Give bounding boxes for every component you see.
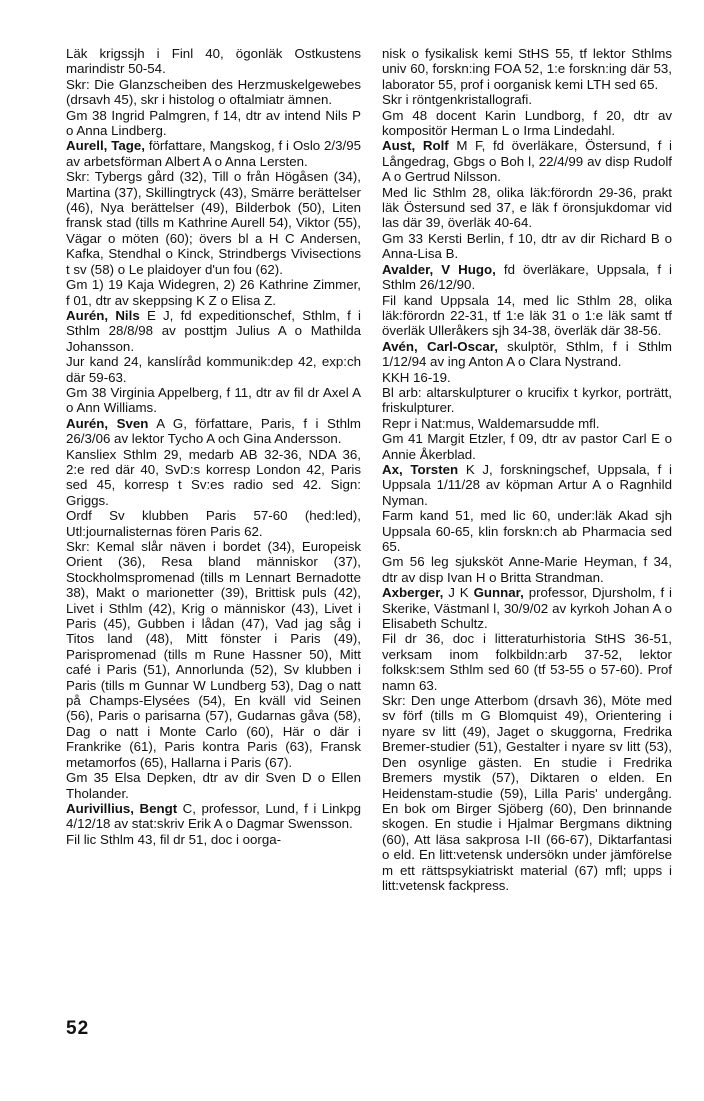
paragraph: Med lic Sthlm 28, olika läk:förordn 29-36, prakt läk Östersund sed 37, e läk f öronsjukdomar vid las där 39, överläk 40-64. [382, 184, 672, 231]
paragraph: Fil kand Uppsala 14, med lic Sthlm 28, olika läk:förordn 22-31, tf 1:e läk 31 o 1:e läk samt tf överläk Ulleråkers sjh 34-38, överläk där 38-56. [382, 292, 672, 339]
entry-text: C, professor, Lund, f i Linkpg 4/12/18 av stat:skriv Erik A o Dagmar Swensson. [66, 800, 361, 832]
paragraph: Skr: Tybergs gård (32), Till o från Högåsen (34), Martina (37), Skillingtryck (43), Smärre berättelser (46), Nya berättelser (49), Bilderbok (50), Liten fransk stad (tills m Kathrine Aurell 54), Viktor (55), Vägar o möten (60); övers bl a H C Andersen, Kafka, Stendhal o Kinck, Strindbergs Vivisections t sv (58) o Le plaidoyer d'un fou (62). [66, 169, 361, 277]
paragraph: Farm kand 51, med lic 60, under:läk Akad sjh Uppsala 60-65, klin forskn:ch ab Pharmacia sed 65. [382, 508, 672, 554]
paragraph: Läk krigssjh i Finl 40, ögonläk Ostkustens marindistr 50-54. [66, 46, 361, 77]
paragraph: Skr: Die Glanzscheiben des Herzmuskelgewebes (drsavh 45), skr i histolog o oftalmiatr ämnen. [66, 76, 361, 108]
entry-text: professor, Djursholm, f i Skerike, Västmanl l, 30/9/02 av kyrkoh Johan A o Elisabeth Schultz. [382, 585, 672, 632]
paragraph: Fil lic Sthlm 43, fil dr 51, doc i oorga- [66, 831, 282, 847]
paragraph: Kansliex Sthlm 29, medarb AB 32-36, NDA 36, 2:e red där 40, SvD:s korresp London 42, Paris sed 45, korresp t Sv:es radio sed 42. Sign: Griggs. [66, 446, 361, 508]
entry-ax-torsten [382, 462, 672, 508]
entry-name: Gunnar, [473, 585, 524, 601]
entry-auren-nils [66, 308, 361, 354]
entry-name: Avalder, V Hugo, [382, 261, 496, 277]
paragraph: Fil dr 36, doc i litteraturhistoria StHS 36-51, verksam inom folkbildn:arb 37-52, lektor folksk:sem Sthlm sed 60 (tf 53-55 o 57-60). Prof namn 63. [382, 631, 672, 693]
entry-aust-rolf [382, 138, 672, 184]
paragraph: Repr i Nat:mus, Waldemarsudde mfl. [382, 415, 600, 431]
paragraph: Gm 1) 19 Kaja Widegren, 2) 26 Kathrine Zimmer, f 01, dtr av skeppsing K Z o Elisa Z. [66, 277, 361, 308]
page-number: 52 [66, 1018, 90, 1039]
entry-auren-sven [66, 416, 361, 447]
paragraph: Skr: Kemal slår näven i bordet (34), Europeisk Orient (36), Resa bland människor (37), Stockholmspromenad (tills m Lennart Bernadotte 38), Makt o marionetter (39), Brittisk puls (42), Livet i Sthlm (42), Krig o människor (43), Livet i Paris (45), Gubben i lådan (47), Vad jag såg i Titos land (48), Mitt fönster i Paris (49), Parispromenad (tills m Rune Hassner 50), Mitt café i Paris (51), Annorlunda (52), Sv klubben i Paris (tills m Gunnar W Lundberg 53), Dag o natt på Champs-Elysées (54), En kväll vid Seinen (56), Paris o parisarna (57), Gudarnas gåva (58), Dag o natt i Monte Carlo (60), Här o där i Frankrike (61), Paris kontra Paris (63), Fransk metamorfos (65), Hallarna i Paris (67). [66, 539, 361, 770]
entry-name: Ax, Torsten [382, 461, 459, 477]
entry-aurell-tage [66, 138, 361, 169]
paragraph: Gm 41 Margit Etzler, f 09, dtr av pastor Carl E o Annie Åkerblad. [382, 431, 672, 462]
paragraph: Bl arb: altarskulpturer o krucifix t kyrkor, porträtt, friskulpturer. [382, 384, 672, 416]
paragraph: Skr i röntgenkristallografi. [382, 92, 533, 108]
entry-axberger-gunnar [382, 585, 672, 631]
entry-text: E J, fd expeditionschef, Sthlm, f i Sthlm 28/8/98 av posttjm Julius A o Mathilda Johansson. [66, 307, 361, 354]
entry-avalder-hugo [382, 262, 672, 293]
entry-text: författare, Mangskog, f i Oslo 2/3/95 av arbetsförman Albert A o Anna Lersten. [66, 138, 361, 169]
entry-name: Aurén, Sven [66, 415, 149, 431]
paragraph: Gm 56 leg sjuksköt Anne-Marie Heyman, f 34, dtr av disp Ivan H o Britta Strandman. [382, 554, 672, 585]
entry-name: Aurén, Nils [66, 307, 140, 323]
paragraph: Jur kand 24, kanslíråd kommunik:dep 42, exp:ch där 59-63. [66, 354, 361, 385]
entry-name: Aurell, Tage, [66, 138, 145, 154]
entry-name: Axberger, [382, 585, 444, 601]
paragraph: Gm 48 docent Karin Lundborg, f 20, dtr av kompositör Herman L o Irma Lindedahl. [382, 107, 672, 139]
paragraph: Gm 35 Elsa Depken, dtr av dir Sven D o Ellen Tholander. [66, 770, 361, 801]
entry-aurivillius-bengt [66, 801, 361, 832]
paragraph: Skr: Den unge Atterbom (drsavh 36), Möte med sv förf (tills m G Blomquist 49), Orientering i nyare sv litt (49), Jaget o skuggorna, Fredrika Bremer-studier (51), Gestalter i nyare sv litt (53), Den osynlige gästen. En studie i Fredrika Bremers mystik (57), Diktaren o elden. En Heidenstam-studie (59), Lilla Paris' undergång. En bok om Birger Sjöberg (60), Den brinnande skogen. En studie i Hjalmar Bergmans diktning (60), Att läsa sakprosa I-II (66-67), Diktarfantasi o eld. En litt:vetensk undersökn under jämförelse m ett rättspsykiatriskt material (67) mfl; upps i litt:vetensk fackpress. [382, 693, 672, 893]
paragraph: Ordf Sv klubben Paris 57-60 (hed:led), Utl:journalisternas fören Paris 62. [66, 508, 361, 539]
paragraph: Gm 38 Ingrid Palmgren, f 14, dtr av intend Nils P o Anna Lindberg. [66, 107, 361, 139]
right-column [382, 46, 672, 893]
entry-text: J K [443, 585, 474, 601]
entry-name: Aurivillius, Bengt [66, 800, 178, 816]
entry-name: Avén, Carl-Oscar, [382, 338, 498, 354]
paragraph: nisk o fysikalisk kemi StHS 55, tf lektor Sthlms univ 60, forskn:ing FOA 52, 1:e forskn:ing där 53, laborator 55, prof i oorganisk kemi LTH sed 65. [382, 46, 672, 92]
entry-text: skulptör, Sthlm, f i Sthlm 1/12/94 av ing Anton A o Clara Nystrand. [382, 338, 672, 370]
entry-text: M F, fd överläkare, Östersund, f i Långedrag, Gbgs o Boh l, 22/4/99 av disp Rudolf A o Gertrud Nilsson. [382, 138, 672, 185]
entry-text: A G, författare, Paris, f i Sthlm 26/3/06 av lektor Tycho A och Gina Andersson. [66, 415, 361, 447]
entry-name: Aust, Rolf [382, 138, 449, 154]
entry-text: K J, forskningschef, Uppsala, f i Uppsala 1/11/28 av köpman Artur A o Ragnhild Nyman. [382, 461, 672, 508]
paragraph: Gm 38 Virginia Appelberg, f 11, dtr av fil dr Axel A o Ann Williams. [66, 384, 361, 416]
left-column [66, 46, 361, 847]
entry-aven-carl-oscar [382, 339, 672, 370]
entry-text: fd överläkare, Uppsala, f i Sthlm 26/12/90. [382, 261, 672, 293]
paragraph: KKH 16-19. [382, 369, 451, 385]
paragraph: Gm 33 Kersti Berlin, f 10, dtr av dir Richard B o Anna-Lisa B. [382, 230, 672, 262]
